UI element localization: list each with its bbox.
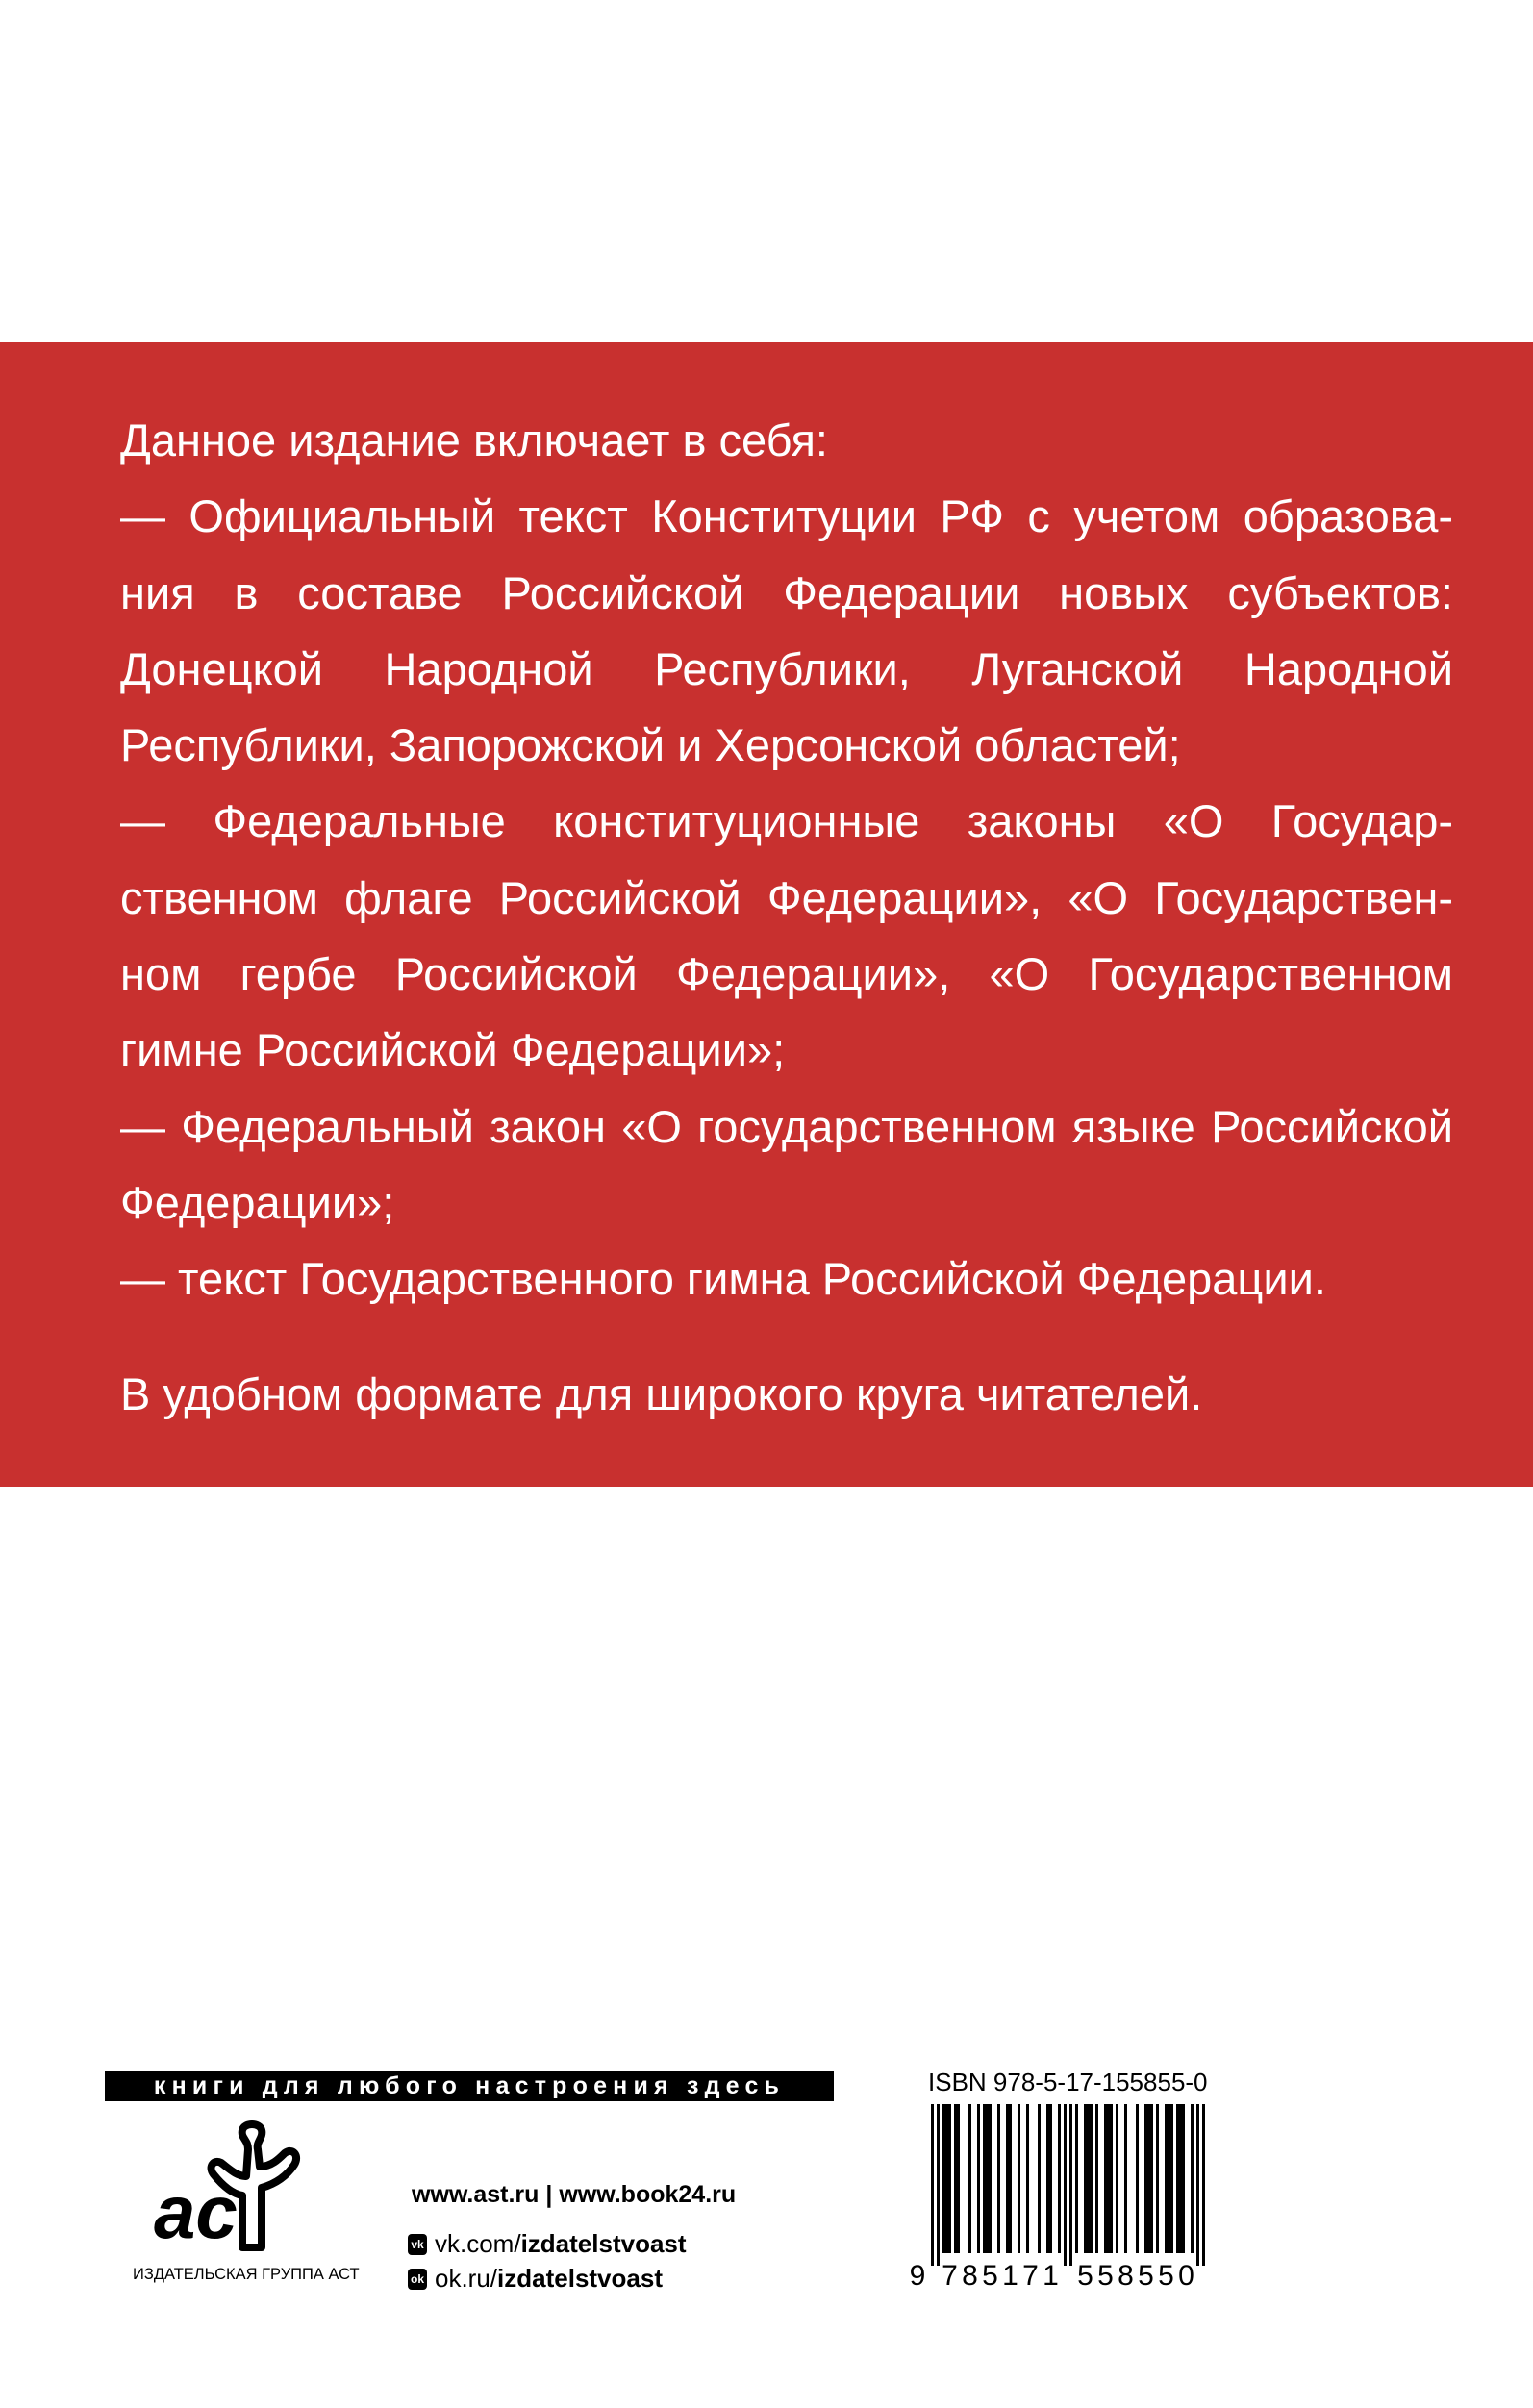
vk-handle: izdatelstvoast bbox=[520, 2229, 687, 2258]
barcode-digit: 8 bbox=[1118, 2260, 1134, 2292]
barcode-bar bbox=[1182, 2104, 1185, 2253]
barcode-bar bbox=[1075, 2104, 1078, 2253]
barcode-bar bbox=[1058, 2104, 1061, 2253]
barcode-bar bbox=[1191, 2104, 1194, 2253]
barcode-bar bbox=[1124, 2104, 1127, 2253]
barcode-bar bbox=[1144, 2104, 1147, 2253]
barcode-bar bbox=[1147, 2104, 1150, 2253]
barcode-bar bbox=[1009, 2104, 1012, 2253]
barcode-bar bbox=[1110, 2104, 1113, 2253]
barcode-bar bbox=[1026, 2104, 1029, 2253]
publisher-caption: ИЗДАТЕЛЬСКАЯ ГРУППА АСТ bbox=[133, 2266, 360, 2283]
barcode-bar bbox=[1090, 2104, 1093, 2253]
ok-link[interactable] bbox=[408, 2264, 663, 2294]
barcode-bar bbox=[945, 2104, 948, 2253]
barcode-bar bbox=[1116, 2104, 1118, 2253]
barcode-digit: 5 bbox=[1077, 2260, 1093, 2292]
odnoklassniki-icon: ok bbox=[408, 2269, 427, 2290]
barcode-bar bbox=[937, 2104, 940, 2266]
closing-line: В удобном формате для широкого круга читателей. bbox=[120, 1368, 1203, 1419]
barcode-digit: 7 bbox=[1022, 2260, 1039, 2292]
vk-link[interactable] bbox=[408, 2229, 687, 2259]
barcode-bar bbox=[1107, 2104, 1110, 2253]
barcode-bar bbox=[1136, 2104, 1139, 2253]
blurb-line: ном гербе Российской Федерации», «О Государственном bbox=[120, 948, 1453, 1000]
barcode-digit: 7 bbox=[942, 2260, 958, 2292]
barcode-digit: 8 bbox=[962, 2260, 978, 2292]
barcode-bar bbox=[954, 2104, 957, 2253]
ean-barcode bbox=[908, 2102, 1225, 2295]
barcode-bar bbox=[1179, 2104, 1182, 2253]
barcode-bar bbox=[989, 2104, 992, 2253]
barcode-bar bbox=[1049, 2104, 1052, 2253]
barcode-bar bbox=[1170, 2104, 1173, 2253]
barcode-bar bbox=[1084, 2104, 1087, 2253]
barcode-digit: 5 bbox=[1158, 2260, 1174, 2292]
barcode-bar bbox=[1196, 2104, 1199, 2266]
vk-prefix: vk.com/ bbox=[435, 2229, 521, 2258]
blurb-line: Донецкой Народной Республики, Луганской Народной bbox=[120, 642, 1453, 694]
barcode-bar bbox=[983, 2104, 986, 2253]
ast-logo bbox=[154, 2120, 346, 2255]
publisher-websites[interactable]: www.ast.ru | www.book24.ru bbox=[412, 2181, 737, 2208]
blurb-line: Республики, Запорожской и Херсонской областей; bbox=[120, 719, 1181, 771]
barcode-bar bbox=[986, 2104, 989, 2253]
blurb-line: ния в составе Российской Федерации новых субъектов: bbox=[120, 566, 1453, 618]
barcode-bar bbox=[1046, 2104, 1049, 2253]
vk-icon: vk bbox=[408, 2234, 427, 2255]
barcode-digit: 1 bbox=[1043, 2260, 1059, 2292]
isbn-label: ISBN 978-5-17-155855-0 bbox=[928, 2068, 1208, 2096]
barcode-digit: 5 bbox=[982, 2260, 998, 2292]
barcode-bar bbox=[1176, 2104, 1179, 2253]
blurb-line: Федерации»; bbox=[120, 1176, 395, 1228]
barcode-bar bbox=[1087, 2104, 1090, 2253]
barcode-digit: 5 bbox=[1138, 2260, 1154, 2292]
barcode-bar bbox=[977, 2104, 980, 2253]
description-text bbox=[120, 402, 1453, 1317]
barcode-bar bbox=[948, 2104, 951, 2253]
barcode-digit: 1 bbox=[1002, 2260, 1018, 2292]
barcode-bar bbox=[1202, 2104, 1205, 2266]
barcode-bar bbox=[1018, 2104, 1020, 2253]
blurb-line: — Федеральный закон «О государственном языке Российской bbox=[120, 1100, 1453, 1152]
barcode-bar bbox=[957, 2104, 960, 2253]
blurb-line: Данное издание включает в себя: bbox=[120, 414, 828, 465]
barcode-bar bbox=[1168, 2104, 1170, 2253]
barcode-bar bbox=[1006, 2104, 1009, 2253]
ok-handle: izdatelstvoast bbox=[497, 2264, 663, 2293]
barcode-bar bbox=[1069, 2104, 1072, 2266]
blurb-line: — Официальный текст Конституции РФ с учетом образова- bbox=[120, 490, 1453, 542]
blurb-line: гимне Российской Федерации»; bbox=[120, 1024, 786, 1076]
barcode-bar bbox=[931, 2104, 934, 2266]
publisher-slogan: книги для любого настроения здесь bbox=[105, 2071, 834, 2101]
barcode-digit: 9 bbox=[909, 2260, 926, 2292]
blurb-line: — текст Государственного гимна Российской Федерации. bbox=[120, 1253, 1326, 1305]
barcode-bar bbox=[1038, 2104, 1041, 2253]
barcode-bar bbox=[1156, 2104, 1159, 2253]
barcode-bar bbox=[1095, 2104, 1098, 2253]
barcode-bar bbox=[997, 2104, 1000, 2253]
barcode-bar bbox=[1064, 2104, 1067, 2266]
barcode-bar bbox=[1150, 2104, 1153, 2253]
barcode-bar bbox=[1104, 2104, 1107, 2253]
logo-letters: ac bbox=[154, 2170, 238, 2254]
barcode-bar bbox=[942, 2104, 945, 2253]
blurb-line: ственном флаге Российской Федерации», «О Государствен- bbox=[120, 871, 1453, 923]
ok-prefix: ok.ru/ bbox=[435, 2264, 498, 2293]
barcode-digit: 0 bbox=[1178, 2260, 1194, 2292]
barcode-bar bbox=[968, 2104, 971, 2253]
barcode-bar bbox=[1165, 2104, 1168, 2253]
blurb-line: — Федеральные конституционные законы «О Государ- bbox=[120, 795, 1453, 847]
barcode-digit: 5 bbox=[1097, 2260, 1114, 2292]
